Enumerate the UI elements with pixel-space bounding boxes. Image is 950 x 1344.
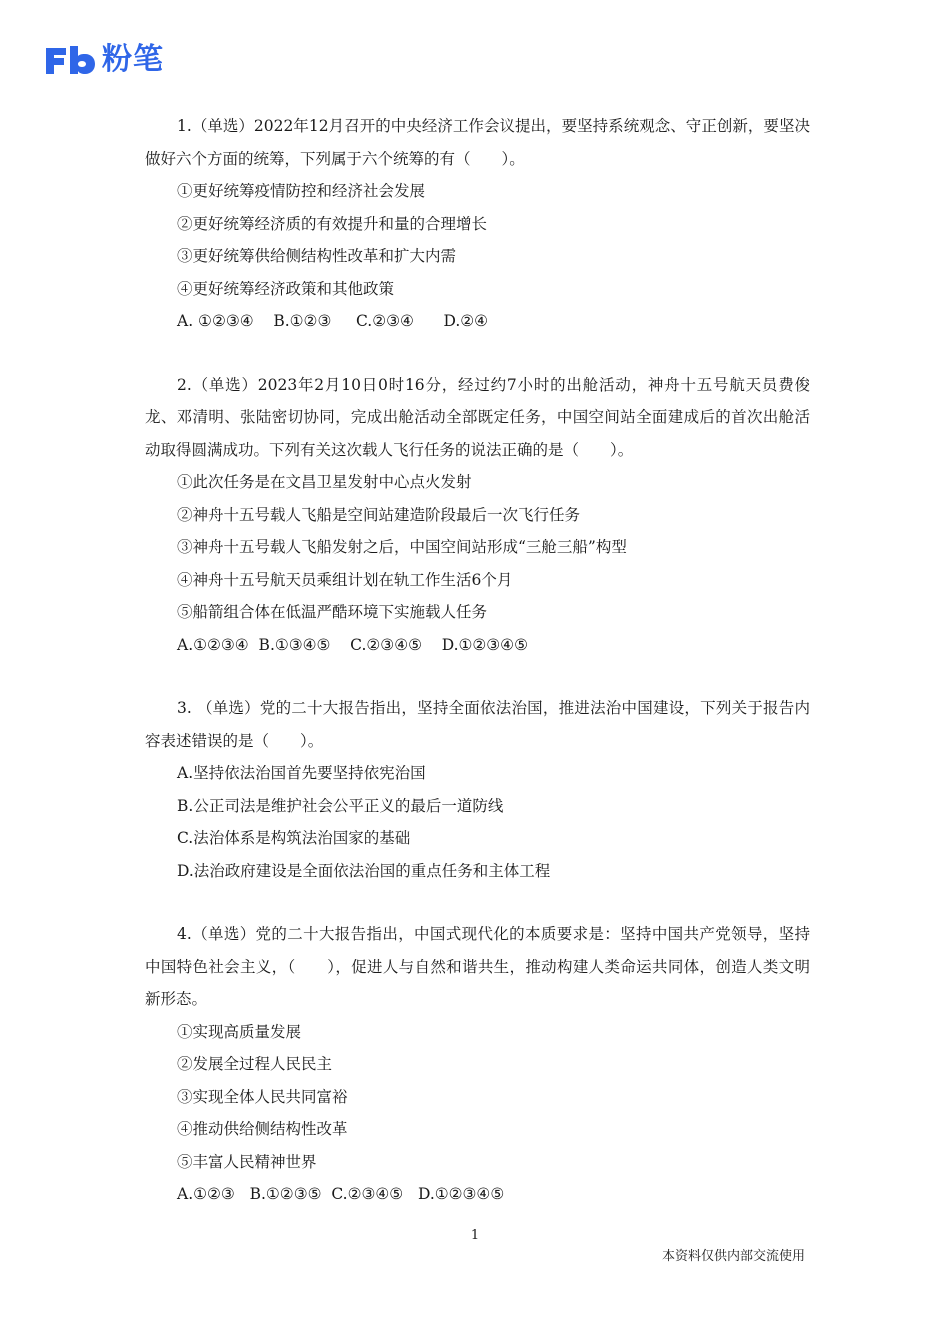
- question-list: [145, 110, 810, 1242]
- question-option: ③实现全体人民共同富裕: [177, 1087, 348, 1106]
- question-option: B.公正司法是维护社会公平正义的最后一道防线: [177, 796, 504, 815]
- question-1: [145, 110, 810, 338]
- page-number: 1: [470, 1228, 480, 1243]
- question-option: ④更好统筹经济政策和其他政策: [177, 279, 395, 298]
- brand-name: 粉笔: [102, 42, 164, 77]
- answer-choices: A.①②③④ B.①③④⑤ C.②③④⑤ D.①②③④⑤: [177, 635, 528, 654]
- question-option: ③更好统筹供给侧结构性改革和扩大内需: [177, 247, 457, 265]
- question-option: ④推动供给侧结构性改革: [177, 1120, 348, 1138]
- question-option: D.法治政府建设是全面依法治国的重点任务和主体工程: [177, 861, 551, 880]
- question-option: ②发展全过程人民民主: [177, 1055, 333, 1073]
- question-option: ①更好统筹疫情防控和经济社会发展: [177, 182, 426, 200]
- question-3: [145, 692, 810, 887]
- fb-logo-icon: [44, 44, 96, 76]
- question-stem: 1.（单选）2022年12月召开的中央经济工作会议提出，要坚持系统观念、守正创新，要坚决做好六个方面的统筹，下列属于六个统筹的有（ ）。: [145, 117, 810, 168]
- answer-choices: A.①②③ B.①②③⑤ C.②③④⑤ D.①②③④⑤: [177, 1185, 505, 1203]
- question-option: ②神舟十五号载人飞船是空间站建造阶段最后一次飞行任务: [177, 505, 581, 524]
- question-stem: 3. （单选）党的二十大报告指出，坚持全面依法治国，推进法治中国建设，下列关于报告内容表述错误的是（ ）。: [145, 699, 810, 750]
- question-option: ①此次任务是在文昌卫星发射中心点火发射: [177, 473, 472, 491]
- question-option: ⑤丰富人民精神世界: [177, 1152, 317, 1171]
- question-4: [145, 918, 810, 1211]
- question-option: ⑤船箭组合体在低温严酷环境下实施载人任务: [177, 603, 488, 621]
- question-2: [145, 369, 810, 662]
- question-stem: 4.（单选）党的二十大报告指出，中国式现代化的本质要求是：坚持中国共产党领导，坚持中国特色社会主义，（ ），促进人与自然和谐共生，推动构建人类命运共同体，创造人类文明新形态。: [145, 925, 810, 1008]
- answer-choices: A. ①②③④ B.①②③ C.②③④ D.②④: [177, 312, 489, 330]
- question-option: C.法治体系是构筑法治国家的基础: [177, 829, 411, 847]
- question-option: A.坚持依法治国首先要坚持依宪治国: [177, 764, 426, 782]
- question-option: ③神舟十五号载人飞船发射之后，中国空间站形成“三舱三船”构型: [177, 538, 627, 556]
- question-stem: 2.（单选）2023年2月10日0时16分，经过约7小时的出舱活动，神舟十五号航天员费俊龙、邓清明、张陆密切协同，完成出舱活动全部既定任务，中国空间站全面建成后的首次出舱活动取得圆满成功。下列有关这次载人飞行任务的说法正确的是（ ）。: [145, 375, 810, 459]
- question-option: ①实现高质量发展: [177, 1022, 302, 1041]
- footer-note: 本资料仅供内部交流使用: [661, 1249, 805, 1264]
- brand-logo: [44, 40, 164, 80]
- question-option: ②更好统筹经济质的有效提升和量的合理增长: [177, 214, 488, 233]
- question-option: ④神舟十五号航天员乘组计划在轨工作生活6个月: [177, 570, 513, 589]
